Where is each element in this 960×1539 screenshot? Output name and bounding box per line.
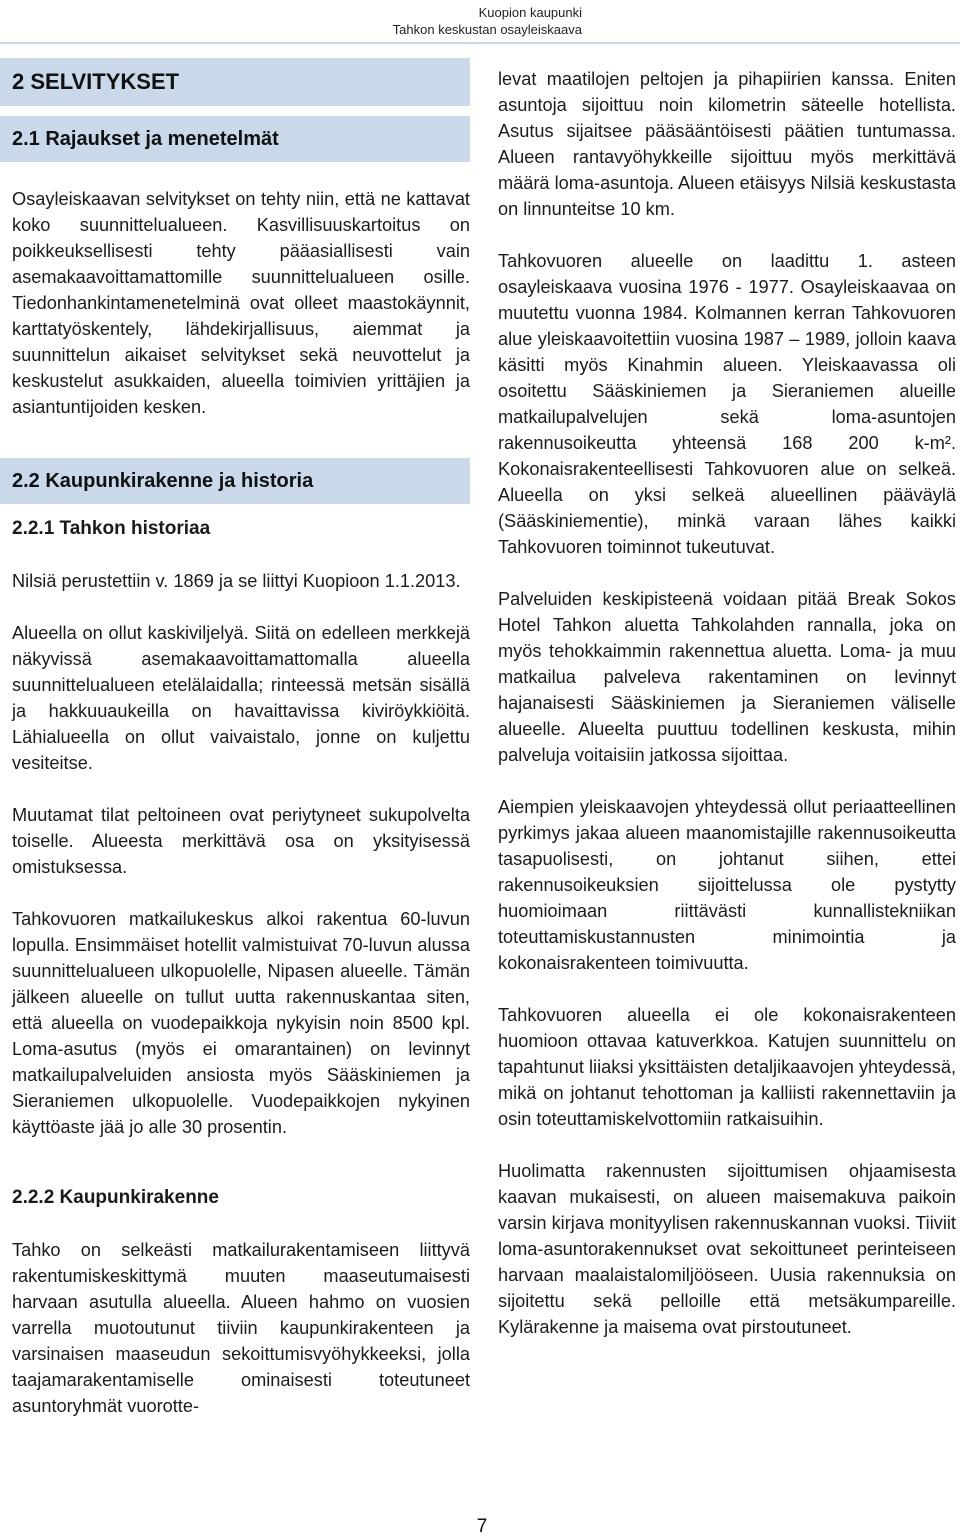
section-heading-rajaukset	[0, 116, 470, 162]
paragraph-nilsia: Nilsiä perustettiin v. 1869 ja se liittyi Kuopioon 1.1.2013.	[12, 571, 461, 591]
right-column	[498, 66, 956, 1340]
chapter-heading: 2 SELVITYKSET	[0, 58, 470, 106]
running-header	[393, 4, 582, 38]
paragraph-matkailukeskus: Tahkovuoren matkailukeskus alkoi rakentua 60-luvun lopulla. Ensimmäiset hotellit valmistuivat 70-luvun alussa suunnittelualueen ulkopuolelle, Nipasen alueelle. Tämän jälkeen alueelle on tullut uutta rakennuskantaa siten, että alueella on vuodepaikkoja nykyisin noin 8500 kpl. Loma-asutus (myös ei omarantainen) on levinnyt matkailupalveluiden ansiosta myös Sääskiniemen ja Sieraniemen ulkopuolelle. Vuodepaikkojen nykyinen käyttöaste jää jo alle 30 prosentin.	[12, 909, 470, 1137]
section-heading-kaupunkirakenne-historia	[0, 458, 470, 504]
paragraph-aiempien-yleiskaavojen: Aiempien yleiskaavojen yhteydessä ollut periaatteellinen pyrkimys jakaa alueen maanomistajille rakennusoikeutta tasapuolisesti, on johtanut siihen, ettei rakennusoikeuksien sijoittelussa ole pystytty huomioimaan riittävästi kunnallistekniikan toteuttamiskustannusten minimointia ja kokonaisrakenteen toimivuutta.	[498, 797, 956, 973]
section-heading-kaupunkirakenne-historia-text: 2.2 Kaupunkirakenne ja historia	[12, 470, 314, 492]
paragraph-katuverkko: Tahkovuoren alueella ei ole kokonaisrakenteen huomioon ottavaa katuverkkoa. Katujen suunnittelu on tapahtunut liiaksi yksittäisten detaljikaavojen yhteydessä, mikä on johtanut tehottoman ja kalliisti rakennettaviin ja osin toteuttamiskelvottomiin ratkaisuihin.	[498, 1005, 956, 1129]
paragraph-osayleiskaava: Tahkovuoren alueelle on laadittu 1. asteen osayleiskaava vuosina 1976 - 1977. Osayleiskaavaa on muutettu vuonna 1984. Kolmannen kerran Tahkovuoren alue yleiskaavoitettiin vuosina 1987 – 1989, jolloin kaava käsitti myös Kinahmin alueen. Yleiskaavassa oli osoitettu Sääskiniemen ja Sieraniemen alueille matkailupalvelujen sekä loma-asuntojen rakennusoikeutta yhteensä 168 200 k-m². Kokonaisrakenteellisesti Tahkovuoren alue on selkeä. Alueella on yksi selkeä alueellinen pääväylä (Sääskiniementie), minkä varaan lähes kaikki Tahkovuoren toiminnot tukeutuvat.	[498, 251, 956, 557]
paragraph-tilat: Muutamat tilat peltoineen ovat periytyneet sukupolvelta toiselle. Alueesta merkittävä osa on yksityisessä omistuksessa.	[12, 805, 470, 877]
section-heading-rajaukset-text: 2.1 Rajaukset ja menetelmät	[12, 128, 279, 150]
paragraph-continuation: levat maatilojen peltojen ja pihapiirien kanssa. Eniten asuntoja sijoittuu noin kilometrin säteelle hotellista. Asutus sijaitsee pääsääntöisesti päätien tuntumassa. Alueen rantavyöhykkeille sijoittuu myös merkittävä määrä loma-asuntoja. Alueen etäisyys Nilsiä keskustasta on linnunteitse 10 km.	[498, 69, 956, 219]
header-municipality: Kuopion kaupunki	[478, 5, 582, 20]
paragraph-palvelut: Palveluiden keskipisteenä voidaan pitää Break Sokos Hotel Tahkon aluetta Tahkolahden rannalla, joka on myös tehokkaimmin rakennettua aluetta. Loma- ja muu matkailua palveleva rakentaminen on levinnyt hajanaisesti Sääskiniemen ja Sieraniemen väliselle alueelle. Alueelta puuttuu todellinen keskusta, mihin palveluja voitaisiin jatkossa sijoittaa.	[498, 589, 956, 765]
left-column	[0, 58, 470, 1419]
header-divider	[0, 42, 960, 44]
subsection-heading-historia: 2.2.1 Tahkon historiaa	[12, 518, 211, 539]
paragraph-maisemakuva: Huolimatta rakennusten sijoittumisen ohjaamisesta kaavan mukaisesti, on alueen maisemakuva paikoin varsin kirjava monityylisen rakennuskannan vuoksi. Tiiviit loma-asuntorakennukset ovat sekoittuneet perinteiseen harvaan maalaistalomiljööseen. Uusia rakennuksia on sijoitettu sekä pelloille että metsäkumpareille. Kylärakenne ja maisema ovat pirstoutuneet.	[498, 1161, 956, 1337]
paragraph-rajaukset: Osayleiskaavan selvitykset on tehty niin, että ne kattavat koko suunnittelualueen. Kasvillisuuskartoitus on poikkeuksellisesti tehty pääasiallisesti vain asemakaavoittamattomille suunnittelualueen osille. Tiedonhankintamenetelminä ovat olleet maastokäynnit, karttatyöskentely, lähdekirjallisuus, aiemmat ja suunnittelun aikaiset selvitykset sekä neuvottelut ja keskustelut asukkaiden, alueella toimivien yrittäjien ja asiantuntijoiden kesken.	[12, 189, 470, 417]
paragraph-tahko: Tahko on selkeästi matkailurakentamiseen liittyvä rakentumiskeskittymä muuten maaseutumaisesti harvaan asutulla alueella. Alueen hahmo on vuosien varrella muotoutunut tiiviin kaupunkirakenteen ja varsinaisen maaseudun sekoittumisvyöhykkeeksi, jolla taajamarakentamiselle ominaisesti toteutuneet asuntoryhmät vuorotte-	[12, 1240, 470, 1416]
page-number: 7	[476, 1516, 488, 1537]
subsection-heading-kaupunkirakenne: 2.2.2 Kaupunkirakenne	[12, 1187, 219, 1208]
header-plan-title: Tahkon keskustan osayleiskaava	[392, 22, 582, 37]
paragraph-kaskiviljely: Alueella on ollut kaskiviljelyä. Siitä on edelleen merkkejä näkyvissä asemakaavoittamattomalla alueella suunnittelualueen etelälaidalla; rinteessä metsän sisällä ja hakkuuaukeilla on havaittavissa kiviröykkiöitä. Lähialueella on ollut vaivaistalo, jonne on kuljettu vesiteitse.	[12, 623, 470, 773]
